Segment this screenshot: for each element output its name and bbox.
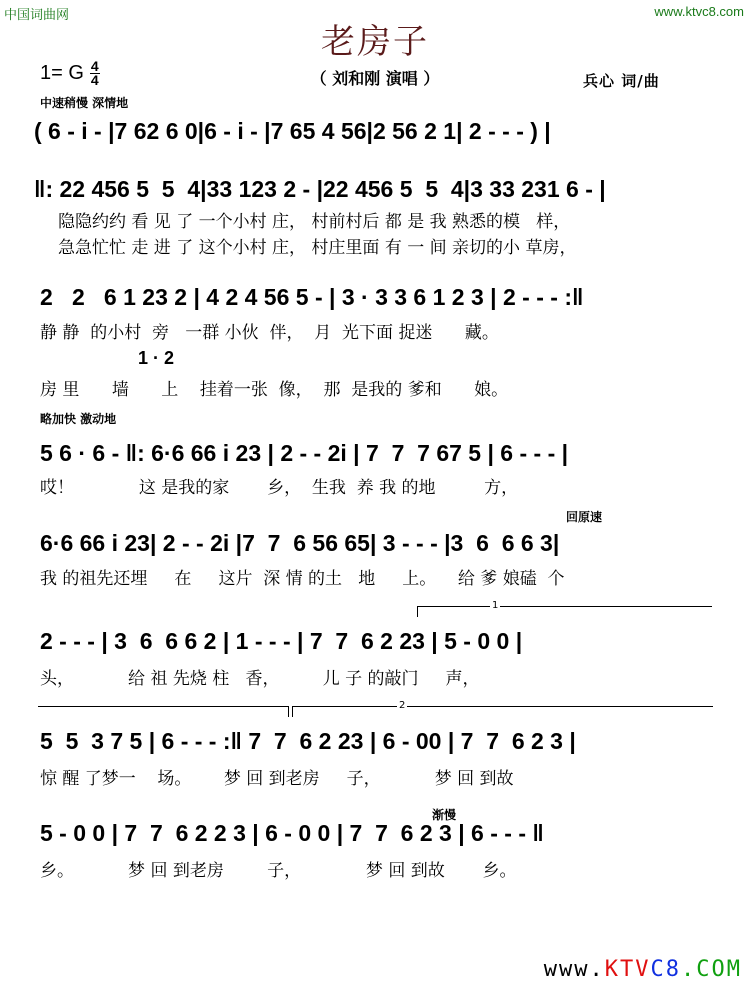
volta-bracket-2: 2 bbox=[292, 706, 713, 717]
score-line-6: 5 5 3 7 5 | 6 - - - :‖ 7 7 6 2 23 | 6 - 00 | 7 7 6 2 3 | bbox=[40, 728, 576, 754]
site-name-left: 中国词曲网 bbox=[4, 8, 70, 23]
lyric-line-5: 头， 给 祖 先烧 柱 香， 儿 子 的敲门 声， bbox=[40, 669, 480, 689]
tempo-marking-3: 回原速 bbox=[566, 510, 603, 524]
lyric-line-1b: 急急忙忙 走 进 了 这个小村 庄， 村庄里面 有 一 间 亲切的小 草房， bbox=[58, 238, 577, 258]
tempo-marking: 中速稍慢 深情地 bbox=[40, 96, 129, 110]
score-line-4: 6·6 66 i 23| 2 - - 2i |7 7 6 56 65| 3 - - - |3 6 6 6 3| bbox=[40, 530, 560, 556]
score-line-7: 5 - 0 0 | 7 7 6 2 2 3 | 6 - 0 0 | 7 7 6 2 3 | 6 - - - ‖ bbox=[40, 820, 544, 846]
tempo-marking-2: 略加快 激动地 bbox=[40, 412, 117, 426]
performer: （ 刘和刚 演唱 ） bbox=[310, 69, 440, 88]
score-line-5: 2 - - - | 3 6 6 6 2 | 1 - - - | 7 7 6 2 23 | 5 - 0 0 | bbox=[40, 628, 523, 654]
lyric-line-2b: 房 里 墙 上 挂着一张 像， 那 是我的 爹和 娘。 bbox=[40, 380, 509, 400]
lyric-line-6: 惊 醒 了梦一 场。 梦 回 到老房 子， 梦 回 到故 bbox=[40, 769, 514, 789]
lyric-line-4: 我 的祖先还埋 在 这片 深 情 的土 地 上。 给 爹 娘磕 个 bbox=[40, 569, 565, 589]
score-line-1: ‖: 22 456 5 5 4|33 123 2 - |22 456 5 5 4|3 33 231 6 - | bbox=[34, 176, 606, 202]
lyric-line-3: 哎！ 这 是我的家 乡， 生我 养 我 的地 方， bbox=[40, 478, 519, 498]
key-label: 1= G bbox=[40, 62, 84, 84]
author: 兵心 词/曲 bbox=[583, 72, 660, 90]
lyric-line-2a: 静 静 的小村 旁 一群 小伙 伴， 月 光下面 捉迷 藏。 bbox=[40, 323, 499, 343]
volta-bracket-1: 1 bbox=[417, 606, 712, 617]
lyric-line-1a: 隐隐约约 看 见 了 一个小村 庄， 村前村后 都 是 我 熟悉的模 样， bbox=[58, 212, 571, 232]
time-signature: $\frac{4}{4}$ bbox=[90, 58, 99, 88]
score-line-2: 2 2 6 1 23 2 | 4 2 4 56 5 - | 3 · 3 3 6 1 2 3 | 2 - - - :‖ bbox=[40, 284, 584, 310]
song-title: 老房子 bbox=[321, 22, 429, 62]
tempo-marking-4: 渐慢 bbox=[432, 808, 457, 822]
lyric-line-7: 乡。 梦 回 到老房 子， 梦 回 到故 乡。 bbox=[40, 861, 517, 881]
score-line-3: 5 6 · 6 - ‖: 6·6 66 i 23 | 2 - - 2i | 7 7 7 67 5 | 6 - - - | bbox=[40, 440, 569, 466]
footer-logo[interactable]: www.KTVC8.COM bbox=[543, 957, 742, 982]
score-line-intro: ( 6 - i - |7 62 6 0|6 - i - |7 65 4 56|2 56 2 1| 2 - - - ) | bbox=[34, 118, 551, 144]
site-url-right[interactable]: www.ktvc8.com bbox=[654, 4, 744, 19]
volta-bracket-1-end bbox=[38, 706, 289, 717]
alt-notes: 1 · 2 bbox=[138, 348, 175, 368]
